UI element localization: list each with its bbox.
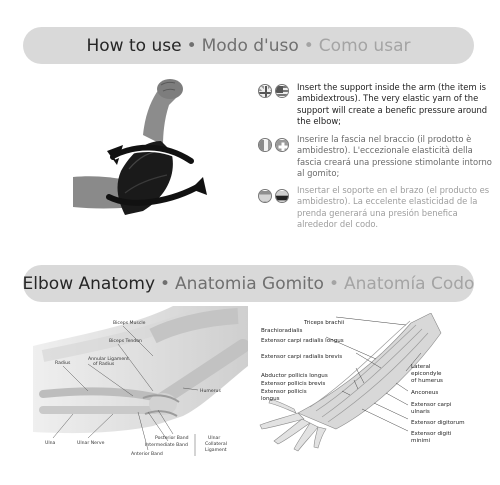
instructions-italian: Inserire la fascia nel braccio (il prodotto è ambidestro). L'eccezionale elasticità della fascia creará una pressione stimolante intorno al gomito;	[297, 134, 492, 178]
label-biceps-muscle: Biceps Muscle	[113, 321, 146, 326]
label-extensor-pollicis-longus-2: longus	[261, 396, 280, 402]
elbow-anatomy-title-it: Anatomia Gomito	[175, 273, 324, 294]
label-annular-ligament: Annular Ligament	[88, 357, 129, 362]
label-extensor-carpi-radialis-brevis: Extensor carpi radialis brevis	[261, 354, 343, 360]
italy-flag-icon	[258, 138, 272, 152]
label-extensor-pollicis-longus: Extensor pollicis	[261, 389, 307, 395]
label-intermediate-band: Intermediate Band	[145, 443, 188, 448]
instructions-english: Insert the support inside the arm (the item is ambidextrous). The very elastic yarn of the support will create a benefic pressure around the elbow;	[297, 82, 488, 126]
label-extensor-carpi-radialis-longus: Extensor carpi radialis longus	[261, 338, 344, 344]
elbow-anatomy-banner	[23, 265, 474, 302]
spanish-language-flags	[258, 189, 289, 203]
label-lateral-epicondyle-3: of humerus	[411, 378, 443, 384]
title-separator: •	[328, 273, 339, 294]
english-language-flags	[258, 84, 289, 98]
label-ulnar-collateral-ligament-2: Collateral	[205, 442, 227, 447]
argentina-flag-icon	[275, 189, 289, 203]
label-lateral-epicondyle-2: epicondyle	[411, 371, 442, 377]
title-separator: •	[186, 35, 197, 56]
label-biceps-tendon: Biceps Tendon	[109, 339, 142, 344]
us-flag-icon	[275, 84, 289, 98]
swiss-flag-icon	[275, 138, 289, 152]
label-extensor-carpi-ulnaris: Extensor carpi	[411, 402, 452, 408]
how-to-use-title-en: How to use	[86, 35, 182, 56]
label-ulnar-collateral-ligament-3: Ligament	[205, 448, 227, 453]
label-extensor-digiti-minimi: Extensor digiti	[411, 431, 452, 437]
label-anconeus: Anconeus	[411, 390, 439, 396]
label-triceps-brachii: Triceps brachii	[304, 320, 345, 326]
label-extensor-carpi-ulnaris-2: ulnaris	[411, 409, 430, 415]
label-extensor-digitorum: Extensor digitorum	[411, 420, 465, 426]
label-extensor-pollicis-brevis: Extensor pollicis brevis	[261, 381, 326, 387]
label-lateral-epicondyle: Lateral	[411, 364, 431, 370]
label-annular-ligament-2: of Radius	[93, 362, 115, 367]
italian-language-flags	[258, 138, 289, 152]
spain-flag-icon	[258, 189, 272, 203]
instructions-spanish: Insertar el soporte en el brazo (el producto es ambidestro). La eccelente elasticidad de la prenda generará una presión benefica alrededor del codo.	[297, 185, 490, 229]
uk-flag-icon	[258, 84, 272, 98]
title-separator: •	[303, 35, 314, 56]
title-separator: •	[160, 273, 171, 294]
label-ulnar-nerve: Ulnar Nerve	[77, 441, 105, 446]
label-anterior-band: Anterior Band	[131, 452, 163, 457]
forearm-muscles-diagram	[256, 313, 486, 453]
how-to-use-title-it: Modo d'uso	[201, 35, 299, 56]
label-posterior-band: Posterior Band	[155, 436, 189, 441]
label-brachioradialis: Brachioradialis	[261, 328, 303, 334]
label-ulna: Ulna	[45, 441, 56, 446]
how-to-use-title-es: Como usar	[318, 35, 411, 56]
label-radius: Radius	[55, 361, 71, 366]
label-abductor-pollicis-longus: Abductor pollicis longus	[261, 373, 328, 379]
label-ulnar-collateral-ligament: Ulnar	[208, 436, 221, 441]
label-extensor-digiti-minimi-2: minimi	[411, 438, 431, 444]
label-humerus: Humerus	[200, 389, 221, 394]
elbow-anatomy-title-es: Anatomía Codo	[344, 273, 475, 294]
how-to-use-banner	[23, 27, 474, 64]
elbow-bones-ligaments-diagram	[33, 306, 248, 476]
elbow-anatomy-title-en: Elbow Anatomy	[22, 273, 156, 294]
arm-with-elbow-support-image	[73, 75, 213, 225]
